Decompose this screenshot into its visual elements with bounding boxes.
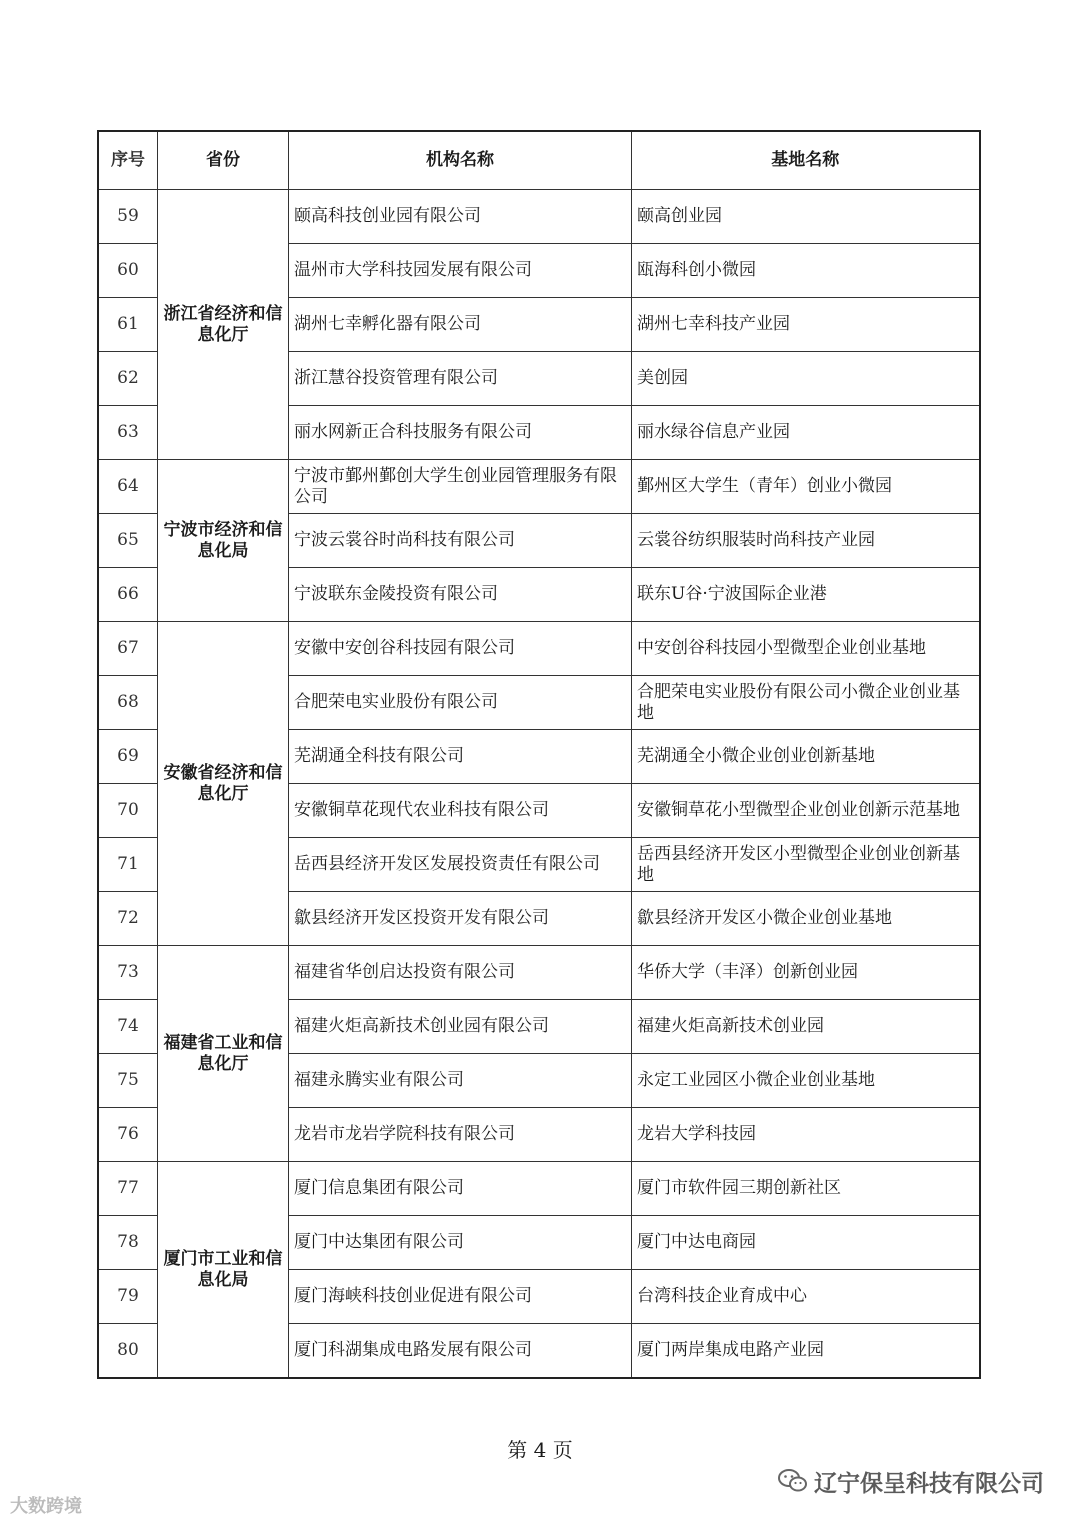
row-number: 71 bbox=[98, 838, 158, 892]
row-number: 77 bbox=[98, 1162, 158, 1216]
org-name-cell: 宁波联东金陵投资有限公司 bbox=[289, 568, 632, 622]
province-cell: 安徽省经济和信息化厅 bbox=[158, 622, 289, 946]
org-name-cell: 安徽铜草花现代农业科技有限公司 bbox=[289, 784, 632, 838]
org-name-cell: 宁波云裳谷时尚科技有限公司 bbox=[289, 514, 632, 568]
row-number: 59 bbox=[98, 190, 158, 244]
row-number: 72 bbox=[98, 892, 158, 946]
page-number: 第 4 页 bbox=[507, 1438, 573, 1462]
row-number: 79 bbox=[98, 1270, 158, 1324]
org-name-cell: 厦门信息集团有限公司 bbox=[289, 1162, 632, 1216]
row-number: 74 bbox=[98, 1000, 158, 1054]
base-name-cell: 厦门市软件园三期创新社区 bbox=[632, 1162, 980, 1216]
row-number: 66 bbox=[98, 568, 158, 622]
watermark-left-text: 大数跨境 bbox=[10, 1496, 82, 1517]
watermark-right-text: 辽宁保呈科技有限公司 bbox=[814, 1470, 1044, 1497]
base-name-cell: 鄞州区大学生（青年）创业小微园 bbox=[632, 460, 980, 514]
row-number: 65 bbox=[98, 514, 158, 568]
org-name-cell: 宁波市鄞州鄞创大学生创业园管理服务有限公司 bbox=[289, 460, 632, 514]
base-name-cell: 联东U谷·宁波国际企业港 bbox=[632, 568, 980, 622]
org-name-cell: 福建火炬高新技术创业园有限公司 bbox=[289, 1000, 632, 1054]
org-name-cell: 颐高科技创业园有限公司 bbox=[289, 190, 632, 244]
province-cell: 浙江省经济和信息化厅 bbox=[158, 190, 289, 460]
base-name-cell: 歙县经济开发区小微企业创业基地 bbox=[632, 892, 980, 946]
base-name-cell: 永定工业园区小微企业创业基地 bbox=[632, 1054, 980, 1108]
org-name-cell: 安徽中安创谷科技园有限公司 bbox=[289, 622, 632, 676]
base-name-cell: 台湾科技企业育成中心 bbox=[632, 1270, 980, 1324]
row-number: 60 bbox=[98, 244, 158, 298]
enterprise-base-table bbox=[97, 130, 981, 1379]
base-name-cell: 瓯海科创小微园 bbox=[632, 244, 980, 298]
base-name-cell: 美创园 bbox=[632, 352, 980, 406]
base-name-cell: 安徽铜草花小型微型企业创业创新示范基地 bbox=[632, 784, 980, 838]
org-name-cell: 福建永腾实业有限公司 bbox=[289, 1054, 632, 1108]
org-name-cell: 丽水网新正合科技服务有限公司 bbox=[289, 406, 632, 460]
table-row bbox=[98, 622, 980, 676]
base-name-cell: 岳西县经济开发区小型微型企业创业创新基地 bbox=[632, 838, 980, 892]
header-number: 序号 bbox=[98, 131, 158, 190]
header-org-name: 机构名称 bbox=[289, 131, 632, 190]
row-number: 69 bbox=[98, 730, 158, 784]
header-province: 省份 bbox=[158, 131, 289, 190]
row-number: 73 bbox=[98, 946, 158, 1000]
org-name-cell: 岳西县经济开发区发展投资责任有限公司 bbox=[289, 838, 632, 892]
row-number: 64 bbox=[98, 460, 158, 514]
org-name-cell: 芜湖通全科技有限公司 bbox=[289, 730, 632, 784]
row-number: 76 bbox=[98, 1108, 158, 1162]
base-name-cell: 厦门中达电商园 bbox=[632, 1216, 980, 1270]
org-name-cell: 合肥荣电实业股份有限公司 bbox=[289, 676, 632, 730]
table-body bbox=[98, 190, 980, 1379]
base-name-cell: 芜湖通全小微企业创业创新基地 bbox=[632, 730, 980, 784]
row-number: 78 bbox=[98, 1216, 158, 1270]
province-cell: 宁波市经济和信息化局 bbox=[158, 460, 289, 622]
watermark-right bbox=[778, 1466, 1044, 1496]
org-name-cell: 湖州七幸孵化器有限公司 bbox=[289, 298, 632, 352]
row-number: 80 bbox=[98, 1324, 158, 1379]
org-name-cell: 厦门海峡科技创业促进有限公司 bbox=[289, 1270, 632, 1324]
table-row bbox=[98, 460, 980, 514]
org-name-cell: 歙县经济开发区投资开发有限公司 bbox=[289, 892, 632, 946]
base-name-cell: 华侨大学（丰泽）创新创业园 bbox=[632, 946, 980, 1000]
org-name-cell: 温州市大学科技园发展有限公司 bbox=[289, 244, 632, 298]
org-name-cell: 福建省华创启达投资有限公司 bbox=[289, 946, 632, 1000]
row-number: 63 bbox=[98, 406, 158, 460]
org-name-cell: 龙岩市龙岩学院科技有限公司 bbox=[289, 1108, 632, 1162]
table-row bbox=[98, 1162, 980, 1216]
row-number: 62 bbox=[98, 352, 158, 406]
table-row bbox=[98, 190, 980, 244]
row-number: 67 bbox=[98, 622, 158, 676]
org-name-cell: 厦门科湖集成电路发展有限公司 bbox=[289, 1324, 632, 1379]
org-name-cell: 浙江慧谷投资管理有限公司 bbox=[289, 352, 632, 406]
base-name-cell: 丽水绿谷信息产业园 bbox=[632, 406, 980, 460]
province-cell: 厦门市工业和信息化局 bbox=[158, 1162, 289, 1379]
row-number: 70 bbox=[98, 784, 158, 838]
wechat-icon bbox=[778, 1468, 808, 1494]
row-number: 68 bbox=[98, 676, 158, 730]
base-name-cell: 中安创谷科技园小型微型企业创业基地 bbox=[632, 622, 980, 676]
header-base-name: 基地名称 bbox=[632, 131, 980, 190]
base-name-cell: 湖州七幸科技产业园 bbox=[632, 298, 980, 352]
base-name-cell: 云裳谷纺织服装时尚科技产业园 bbox=[632, 514, 980, 568]
province-cell: 福建省工业和信息化厅 bbox=[158, 946, 289, 1162]
base-name-cell: 福建火炬高新技术创业园 bbox=[632, 1000, 980, 1054]
table-row bbox=[98, 946, 980, 1000]
table-header-row bbox=[98, 131, 980, 190]
row-number: 61 bbox=[98, 298, 158, 352]
base-name-cell: 厦门两岸集成电路产业园 bbox=[632, 1324, 980, 1379]
base-name-cell: 颐高创业园 bbox=[632, 190, 980, 244]
row-number: 75 bbox=[98, 1054, 158, 1108]
org-name-cell: 厦门中达集团有限公司 bbox=[289, 1216, 632, 1270]
base-name-cell: 龙岩大学科技园 bbox=[632, 1108, 980, 1162]
base-name-cell: 合肥荣电实业股份有限公司小微企业创业基地 bbox=[632, 676, 980, 730]
watermark-left bbox=[10, 1492, 82, 1518]
